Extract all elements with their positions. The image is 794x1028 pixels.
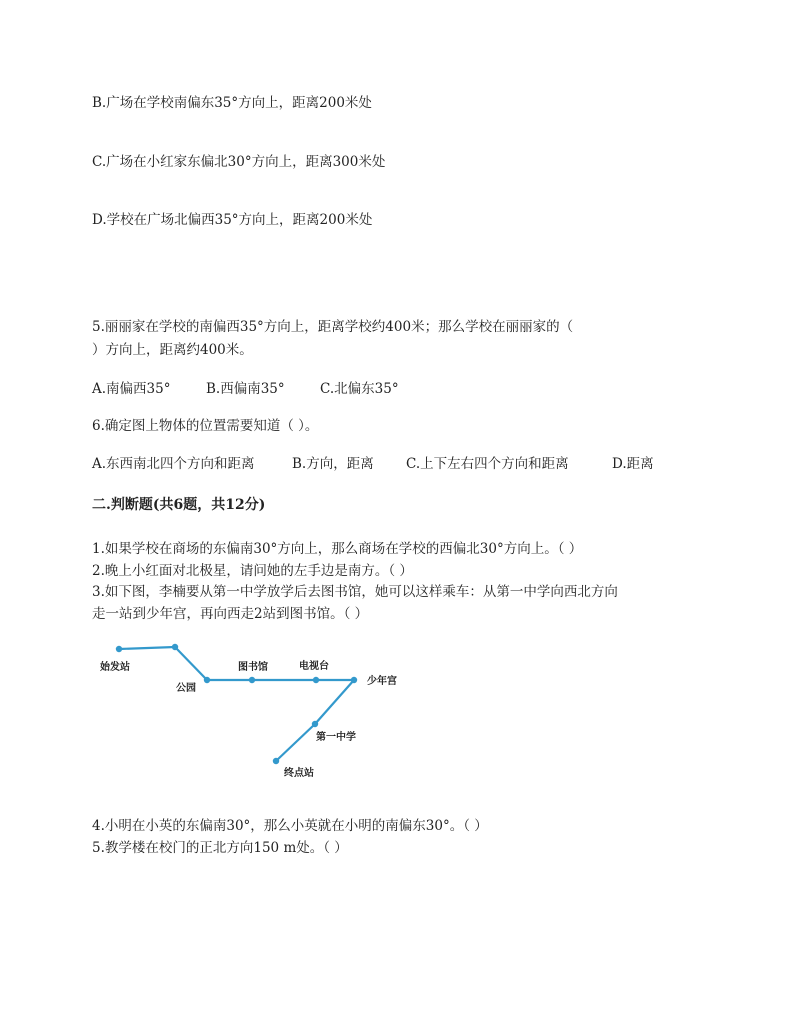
station-label-youth-palace: 少年宫 — [367, 676, 397, 687]
q5-options — [92, 380, 399, 398]
route-segment — [315, 680, 354, 724]
station-dot-tv — [313, 677, 319, 683]
q4-option-d: D.学校在广场北偏西35°方向上，距离200米处 — [92, 212, 373, 228]
station-dot-bend — [172, 644, 178, 650]
station-label-terminal: 终点站 — [284, 768, 314, 779]
tf-item-1: 1.如果学校在商场的东偏南30°方向上，那么商场在学校的西偏北30°方向上。（ ） — [92, 541, 583, 557]
tf-item-4: 4.小明在小英的东偏南30°，那么小英就在小明的南偏东30°。（ ） — [92, 818, 488, 834]
station-label-start: 始发站 — [100, 662, 130, 673]
q5-option-b: B.西偏南35° — [206, 381, 285, 397]
section2-heading: 二.判断题(共6题，共12分) — [92, 497, 266, 513]
q4-option-c: C.广场在小红家东偏北30°方向上，距离300米处 — [92, 154, 386, 170]
tf-item-3-line2: 走一站到少年宫，再向西走2站到图书馆。（ ） — [92, 606, 369, 622]
q4-option-b: B.广场在学校南偏东35°方向上，距离200米处 — [92, 95, 372, 111]
station-label-library: 图书馆 — [238, 662, 268, 673]
q5-option-a: A.南偏西35° — [92, 381, 171, 397]
q6-options — [92, 455, 654, 473]
station-dot-park — [204, 677, 210, 683]
bus-route-map — [86, 636, 426, 788]
q5-text-line1: 5.丽丽家在学校的南偏西35°方向上，距离学校约400米；那么学校在丽丽家的（ — [92, 319, 574, 335]
tf-item-5: 5.教学楼在校门的正北方向150 m处。（ ） — [92, 840, 348, 856]
station-label-park: 公园 — [176, 683, 196, 694]
station-label-tv: 电视台 — [299, 661, 329, 672]
station-dot-youth-palace — [351, 677, 357, 683]
station-label-first-school: 第一中学 — [316, 732, 356, 743]
route-segment — [276, 724, 315, 761]
route-segment — [175, 647, 207, 680]
route-segment — [119, 647, 175, 649]
q5-text-line2: ）方向上，距离约400米。 — [92, 342, 253, 358]
tf-item-2: 2.晚上小红面对北极星，请问她的左手边是南方。（ ） — [92, 563, 413, 579]
station-dot-first-school — [312, 721, 318, 727]
q6-option-c: C.上下左右四个方向和距离 — [406, 456, 569, 472]
station-dot-library — [249, 677, 255, 683]
station-dot-terminal — [273, 758, 279, 764]
q6-option-a: A.东西南北四个方向和距离 — [92, 456, 255, 472]
station-labels — [100, 659, 397, 779]
q6-option-b: B.方向，距离 — [292, 456, 374, 472]
q6-option-d: D.距离 — [612, 456, 654, 472]
station-dot-start — [116, 646, 122, 652]
q5-option-c: C.北偏东35° — [320, 381, 399, 397]
q6-text: 6.确定图上物体的位置需要知道（ ）。 — [92, 418, 319, 434]
tf-item-3-line1: 3.如下图，李楠要从第一中学放学后去图书馆，她可以这样乘车：从第一中学向西北方向 — [92, 584, 618, 600]
